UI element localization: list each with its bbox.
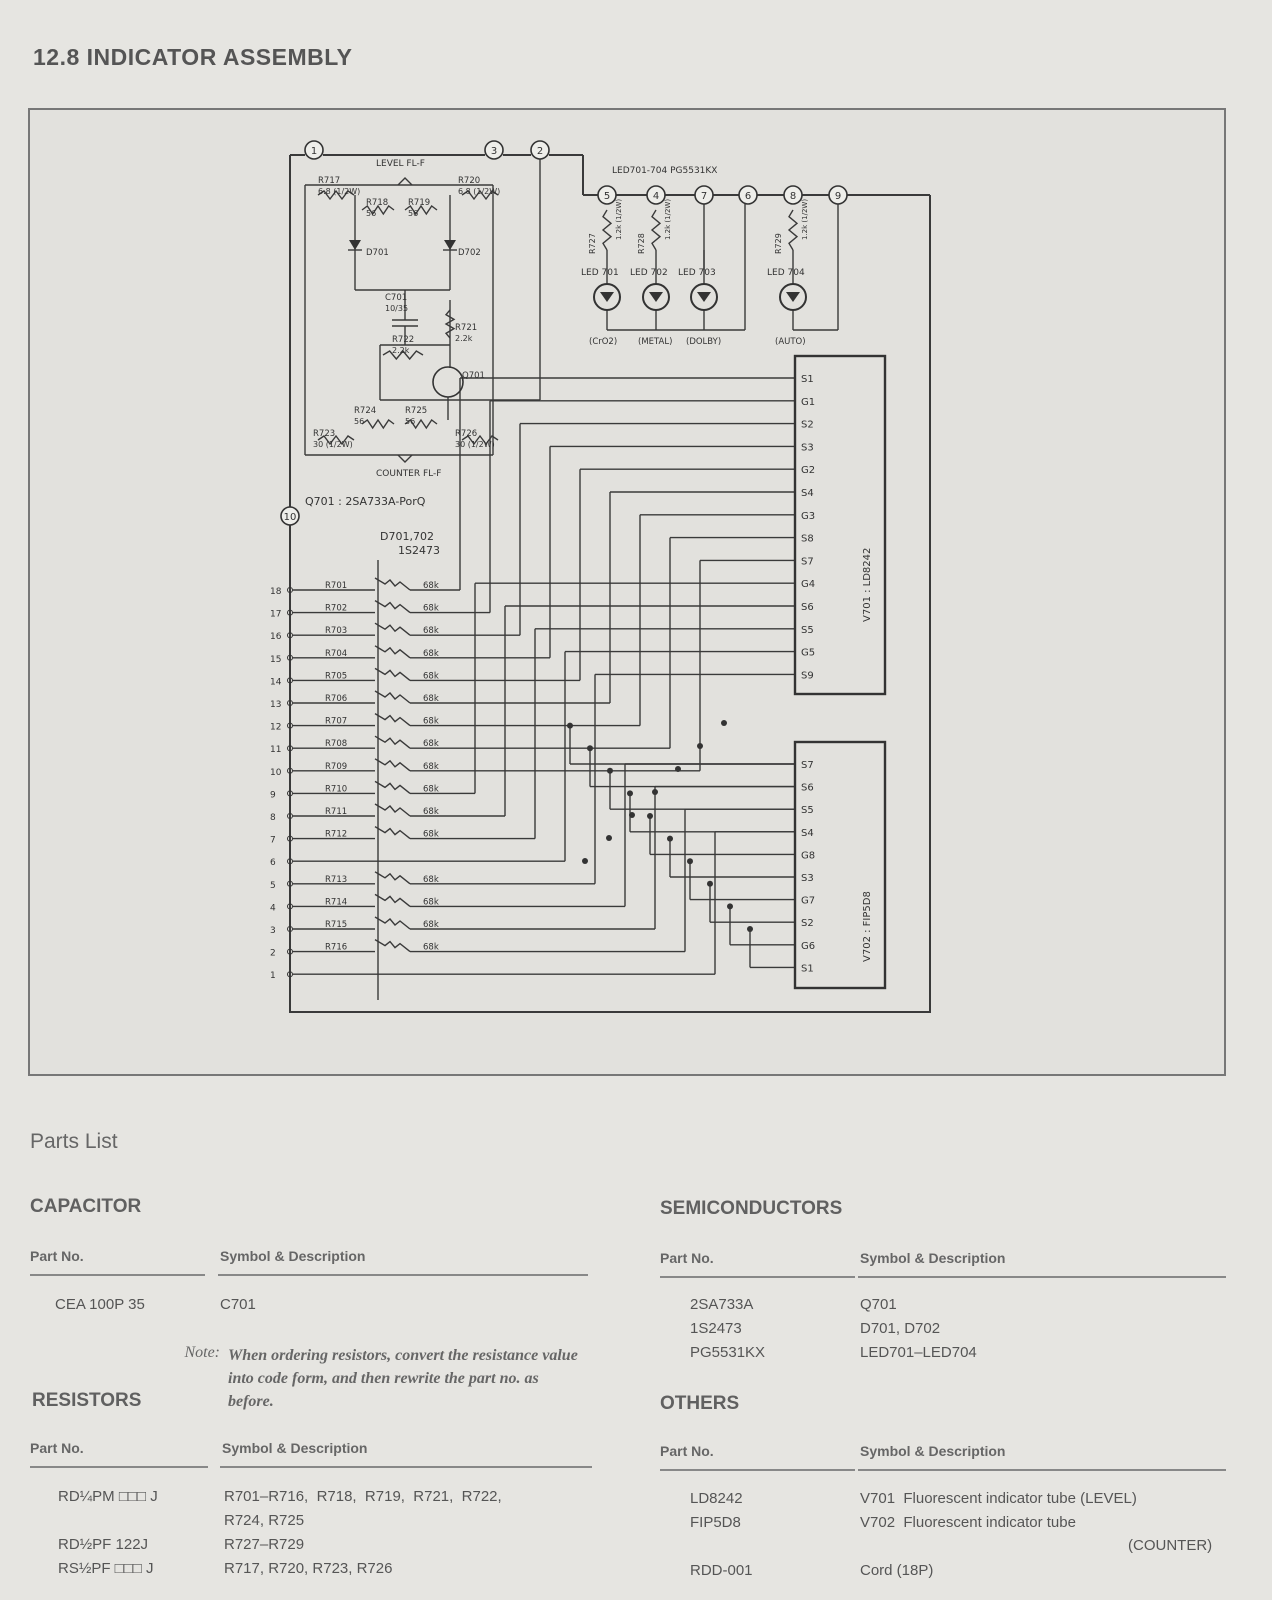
resistors-heading: RESISTORS (32, 1390, 142, 1411)
capacitor-part: CEA 100P 35 (55, 1296, 145, 1313)
component-ref: R720 (458, 176, 481, 186)
connector-label: 2 (536, 146, 544, 157)
level-label: LEVEL FL-F (376, 159, 425, 169)
divider (858, 1276, 1226, 1278)
page-title: 12.8 INDICATOR ASSEMBLY (33, 44, 353, 70)
tube-pin: S1 (801, 374, 814, 385)
resistor-desc: R727–R729 (224, 1536, 305, 1553)
component-ref: R721 (455, 323, 478, 333)
component-value: 30 (1/2W) (313, 440, 353, 449)
capacitor-col-part: Part No. (30, 1248, 84, 1264)
junction-dot (587, 745, 593, 751)
component-ref: R725 (405, 406, 428, 416)
component-value: 56 (366, 209, 377, 218)
resistor-value: 68k (423, 739, 439, 750)
resistor-symbol (652, 210, 660, 250)
resistor-value: 68k (423, 626, 439, 637)
connector-label: 9 (834, 191, 842, 202)
component-ref: R718 (366, 198, 389, 208)
pin-number: 18 (270, 587, 282, 597)
resistor-ref: R703 (325, 626, 348, 637)
tube-pin: S9 (801, 670, 814, 682)
connector-label: 3 (490, 146, 498, 157)
resistor-ref: R727 (588, 233, 597, 254)
junction-dot (606, 835, 612, 841)
tube-pin: S7 (801, 556, 814, 568)
resistor-value: 1.2k (1/2W) (615, 198, 623, 240)
component-ref: R719 (408, 198, 431, 208)
pin-number: 6 (270, 858, 276, 869)
led-label: (METAL) (638, 337, 673, 347)
others-part: FIP5D8 (690, 1514, 741, 1531)
component-value: 6.8 (1/2W) (458, 187, 501, 196)
resistor-value: 1.2k (1/2W) (664, 198, 672, 240)
counter-label: COUNTER FL-F (376, 469, 442, 479)
tube-pin: S2 (801, 918, 814, 930)
connector-label: 4 (652, 191, 660, 202)
resistor-symbol (375, 827, 410, 839)
component-ref: D702 (458, 248, 481, 258)
pin-number: 3 (270, 926, 276, 936)
component-value: 30 (1/2W) (455, 440, 495, 449)
pin-number: 13 (270, 700, 282, 710)
pin-number: 12 (270, 722, 282, 733)
tube-pin: S8 (801, 533, 814, 545)
junction-dot (721, 720, 727, 726)
led-label: (AUTO) (775, 337, 806, 347)
divider (858, 1469, 1226, 1471)
others-col-part: Part No. (660, 1443, 714, 1459)
parts-list-title: Parts List (30, 1130, 118, 1153)
pin-number: 8 (270, 813, 276, 823)
pin-number: 1 (270, 971, 276, 982)
resistor-symbol (375, 691, 410, 703)
resistor-ref: R705 (325, 671, 348, 682)
junction-dot (582, 858, 588, 864)
resistor-value: 68k (423, 694, 439, 704)
resistor-symbol (362, 420, 394, 428)
resistor-part: RS½PF □□□ J (58, 1560, 154, 1577)
tube-pin: G4 (801, 579, 816, 591)
pin-number: 5 (270, 880, 276, 891)
junction-dot (607, 768, 613, 774)
resistor-value: 68k (423, 671, 439, 682)
resistor-value: 68k (423, 920, 439, 930)
others-desc: (COUNTER) (1128, 1537, 1213, 1554)
component-value: 56 (405, 417, 416, 426)
tube-pin: S4 (801, 488, 814, 499)
semi-desc: LED701–LED704 (860, 1344, 977, 1361)
connector-label: 10 (283, 512, 297, 523)
component-ref: R724 (354, 406, 377, 416)
resistor-ref: R729 (774, 233, 783, 254)
tube-pin: S3 (801, 442, 814, 454)
led-symbol (600, 292, 614, 302)
resistor-symbol (789, 210, 797, 250)
led-symbol (786, 292, 800, 302)
junction-dot (667, 836, 673, 842)
junction-dot (675, 766, 681, 772)
component-ref: R722 (392, 335, 415, 345)
resistor-ref: R710 (325, 784, 348, 795)
component-value: 2.2k (455, 334, 473, 343)
tube-pin: S1 (801, 963, 814, 975)
resistor-symbol (375, 646, 410, 658)
resistor-ref: R711 (325, 807, 348, 817)
pin-number: 2 (270, 948, 276, 959)
resistor-symbol (375, 872, 410, 884)
led-label: (CrO2) (589, 337, 618, 347)
resistors-col-part: Part No. (30, 1440, 84, 1456)
divider (218, 1274, 588, 1276)
capacitor-col-desc: Symbol & Description (220, 1248, 366, 1264)
led-ref: LED 704 (767, 268, 805, 278)
resistor-value: 68k (423, 807, 439, 817)
others-heading: OTHERS (660, 1393, 740, 1414)
resistor-symbol (375, 601, 410, 613)
resistor-ref: R708 (325, 739, 348, 750)
tube-pin: S4 (801, 827, 814, 839)
resistor-ref: R714 (325, 897, 348, 908)
resistor-symbol (375, 917, 410, 929)
resistor-desc: R701–R716, R718, R719, R721, R722, (224, 1488, 502, 1505)
resistor-symbol (603, 210, 611, 250)
resistors-col-desc: Symbol & Description (222, 1440, 368, 1456)
capacitor-desc: C701 (220, 1296, 256, 1313)
component-value: 56 (354, 417, 365, 426)
resistor-ref: R715 (325, 920, 348, 930)
v701-name: V701 : LD8242 (862, 547, 873, 622)
tube-pin: G1 (801, 396, 816, 408)
semi-desc: D701, D702 (860, 1320, 941, 1337)
component-ref: D701 (366, 248, 389, 258)
component-ref: R717 (318, 176, 341, 186)
semiconductors-col-desc: Symbol & Description (860, 1250, 1006, 1266)
others-part: LD8242 (690, 1490, 743, 1507)
resistor-symbol (375, 623, 410, 635)
connector-label: 5 (603, 191, 611, 202)
resistor-symbol (375, 736, 410, 748)
component-ref: R726 (455, 429, 478, 439)
resistor-desc: R717, R720, R723, R726 (224, 1560, 393, 1577)
resistor-ref: R701 (325, 581, 348, 591)
resistor-value: 68k (423, 581, 439, 591)
q701-note: Q701 : 2SA733A-PorQ (305, 495, 426, 508)
connector-label: 1 (310, 146, 318, 157)
ordering-note (160, 1344, 600, 1413)
semiconductors-col-part: Part No. (660, 1250, 714, 1266)
resistor-value: 68k (423, 603, 439, 614)
divider (30, 1466, 208, 1468)
pin-number: 14 (270, 677, 282, 688)
wire (398, 178, 412, 185)
tube-pin: S3 (801, 873, 814, 884)
others-desc: V702 Fluorescent indicator tube (860, 1514, 1076, 1531)
pin-number: 11 (270, 745, 282, 756)
resistor-symbol (375, 804, 410, 816)
resistor-part: RD¼PM □□□ J (58, 1488, 158, 1505)
others-col-desc: Symbol & Description (860, 1443, 1006, 1459)
junction-dot (707, 881, 713, 887)
semi-desc: Q701 (860, 1296, 897, 1313)
junction-dot (647, 813, 653, 819)
pin-number: 16 (270, 632, 282, 643)
pin-number: 10 (270, 767, 282, 778)
component-value: 10/35 (385, 304, 409, 313)
tube-pin: S7 (801, 760, 814, 771)
divider (660, 1469, 855, 1471)
tube-pin: S5 (801, 624, 814, 636)
pin-number: 15 (270, 654, 282, 665)
tube-pin: G2 (801, 465, 816, 477)
resistor-ref: R713 (325, 874, 348, 885)
resistor-ref: R716 (325, 942, 348, 953)
resistor-value: 1.2k (1/2W) (801, 198, 809, 240)
resistor-ref: R706 (325, 694, 348, 704)
capacitor-heading: CAPACITOR (30, 1196, 142, 1217)
resistor-value: 68k (423, 716, 439, 727)
led-ref: LED 703 (678, 268, 716, 278)
led-symbol (697, 292, 711, 302)
resistor-value: 68k (423, 874, 439, 885)
led-ref: LED 702 (630, 268, 668, 278)
resistor-symbol (375, 894, 410, 906)
resistor-value: 68k (423, 648, 439, 659)
others-part: RDD-001 (690, 1562, 753, 1579)
semiconductors-heading: SEMICONDUCTORS (660, 1198, 843, 1219)
tube-pin: S2 (801, 419, 814, 431)
component-ref: C701 (385, 293, 408, 303)
diode-note: 1S2473 (398, 544, 440, 557)
junction-dot (567, 723, 573, 729)
resistor-part: RD½PF 122J (58, 1536, 149, 1553)
pin-number: 4 (270, 903, 276, 914)
pin-number: 9 (270, 790, 276, 801)
connector-label: 8 (789, 191, 797, 202)
resistor-ref: R728 (637, 233, 646, 254)
tube-pin: G5 (801, 647, 816, 659)
diode-note: D701,702 (380, 530, 434, 543)
tube-pin: G7 (801, 895, 816, 907)
resistor-symbol (375, 668, 410, 680)
semi-part: PG5531KX (690, 1344, 766, 1361)
component-value: 2.2k (392, 346, 410, 355)
divider (660, 1276, 855, 1278)
connector-label: 7 (700, 191, 708, 202)
resistor-value: 68k (423, 829, 439, 840)
resistor-value: 68k (423, 761, 439, 772)
tube-pin: G8 (801, 850, 816, 862)
divider (30, 1274, 205, 1276)
resistor-ref: R709 (325, 761, 348, 772)
junction-dot (652, 789, 658, 795)
others-desc: Cord (18P) (860, 1562, 934, 1579)
resistor-ref: R702 (325, 603, 348, 614)
pin-number: 17 (270, 609, 282, 620)
tube-pin: S6 (801, 782, 814, 794)
diode-symbol (349, 240, 361, 250)
resistor-desc: R724, R725 (224, 1512, 305, 1529)
component-ref: Q701 (462, 371, 485, 381)
junction-dot (687, 858, 693, 864)
tube-pin: S6 (801, 602, 814, 613)
led-symbol (649, 292, 663, 302)
semi-part: 2SA733A (690, 1296, 754, 1313)
junction-dot (627, 790, 633, 796)
junction-dot (727, 903, 733, 909)
resistor-ref: R704 (325, 648, 348, 659)
junction-dot (697, 743, 703, 749)
junction-dot (629, 812, 635, 818)
divider (220, 1466, 592, 1468)
tube-pin: S5 (801, 805, 814, 817)
led-ref: LED 701 (581, 268, 619, 278)
resistor-value: 68k (423, 942, 439, 953)
wire (398, 455, 412, 462)
resistor-symbol (375, 940, 410, 952)
resistor-ref: R707 (325, 716, 348, 727)
resistor-ref: R712 (325, 829, 348, 840)
note-label: Note: (184, 1344, 220, 1361)
connector-label: 6 (744, 191, 752, 202)
tube-pin: G6 (801, 940, 816, 952)
component-value: 56 (408, 209, 419, 218)
note-text: When ordering resistors, convert the resistance value into code form, and then rewrite the part no. as before. (228, 1347, 578, 1410)
semi-part: 1S2473 (690, 1320, 742, 1337)
tube-pin: G3 (801, 510, 816, 522)
resistor-value: 68k (423, 784, 439, 795)
pin-number: 7 (270, 835, 276, 846)
junction-dot (747, 926, 753, 932)
resistor-symbol (375, 714, 410, 726)
led-header: LED701-704 PG5531KX (612, 166, 718, 176)
component-ref: R723 (313, 429, 336, 439)
resistor-symbol (375, 759, 410, 771)
diode-symbol (444, 240, 456, 250)
led-label: (DOLBY) (686, 337, 722, 347)
resistor-value: 68k (423, 897, 439, 908)
resistor-symbol (375, 578, 410, 590)
component-value: 6.8 (1/2W) (318, 187, 361, 196)
v702-name: V702 : FIP5D8 (862, 891, 873, 962)
others-desc: V701 Fluorescent indicator tube (LEVEL) (860, 1490, 1137, 1507)
resistor-symbol (375, 781, 410, 793)
transistor-symbol (433, 367, 463, 397)
